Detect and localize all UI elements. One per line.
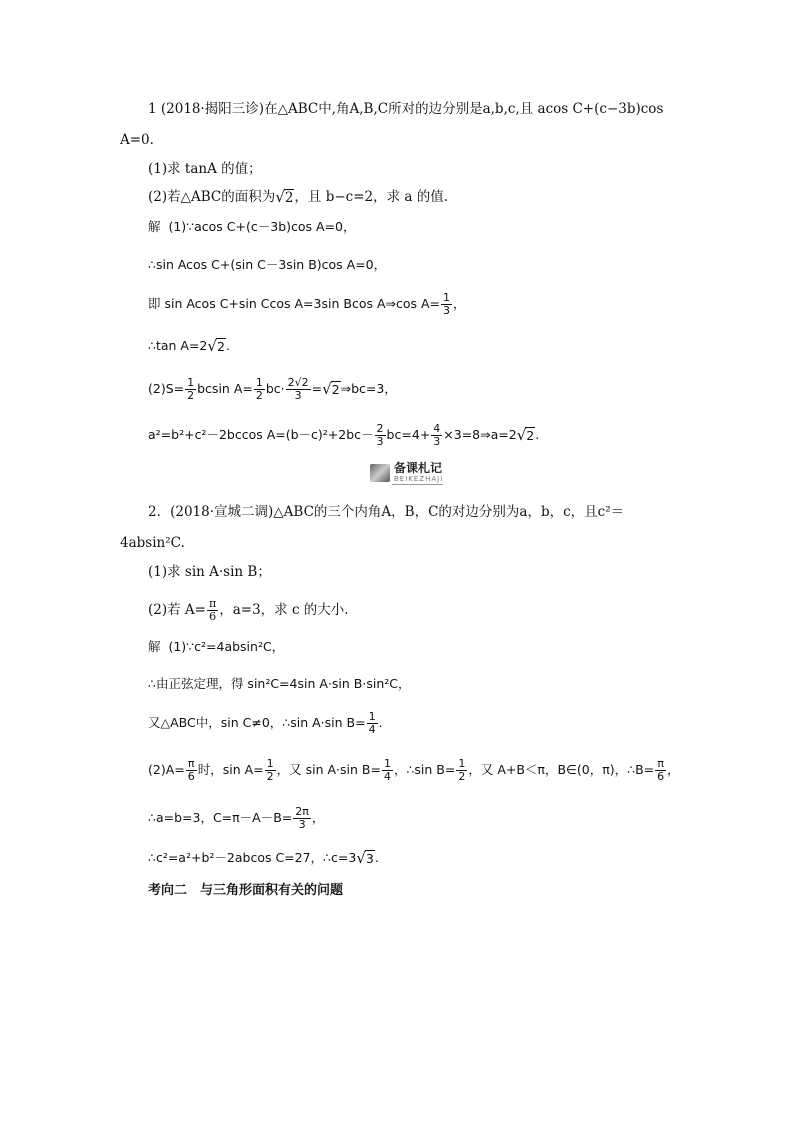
p1-sol-5: (2)S= $\frac{1}{2}$ bcsin A= $\frac{1}{2}$ bc· $\frac{2√2}{3}$ =√2⇒bc=3， — [148, 376, 397, 402]
p2-sol-6: ∴c²=a²+b²－2abcos C=27，∴c=3√3. — [148, 849, 379, 867]
p2-q1: (1)求 sin A·sin B； — [148, 564, 271, 580]
p1-sol-3: 即 sin Acos C+sin Ccos A=3sin Bcos A⇒cos A= $\frac{1}{3}$ ， — [148, 291, 466, 317]
notebook-icon — [370, 464, 390, 482]
frac-1-3: $\frac{1}{3}$ — [443, 291, 451, 317]
banner-title: 备课札记 — [394, 461, 443, 475]
p2-sol-5: ∴a=b=3，C=π－A－B= $\frac{2\pi}{3}$ ， — [148, 805, 325, 831]
p1-sol-6: a²=b²+c²－2bccos A=(b－c)²+2bc－ $\frac{2}{3}$ bc=4+ $\frac{4}{3}$ ×3=8⇒a=2√2. — [148, 422, 540, 448]
p1-stem: 1 (2018·揭阳三诊)在△ABC中,角A,B,C所对的边分别是a,b,c,且 acos C+(c−3b)cos — [148, 101, 664, 117]
banner-pinyin: BEIKEZHAJI — [394, 475, 444, 483]
beike-zhaji-banner — [370, 462, 443, 483]
p1-sol-4: ∴tan A=2√2. — [148, 337, 230, 355]
p2-q2: (2)若 A= $\frac{\pi}{6}$ ，a=3，求 c 的大小. — [148, 597, 349, 623]
p2-sol-1: 解 (1)∵c²=4absin²C， — [148, 639, 285, 654]
p2-stem: 2．(2018·宣城二调)△ABC的三个内角A，B，C的对边分别为a，b，c，且c²＝ — [148, 504, 625, 520]
p1-sol-2: ∴sin Acos C+(sin C－3sin B)cos A=0， — [148, 257, 387, 272]
section-heading: 考向二 与三角形面积有关的问题 — [148, 883, 344, 898]
p2-stem-end: 4absin²C. — [120, 535, 185, 551]
p2-sol-2: ∴由正弦定理，得 sin²C=4sin A·sin B·sin²C， — [148, 676, 411, 691]
p1-sol-1: 解 (1)∵acos C+(c－3b)cos A=0， — [148, 219, 356, 234]
p1-q1: (1)求 tanA 的值； — [148, 161, 262, 177]
p1-stem-end: A=0. — [120, 132, 154, 148]
p2-sol-3: 又△ABC中，sin C≠0，∴sin A·sin B= $\frac{1}{4}$ . — [148, 710, 383, 736]
p2-sol-4: (2)A= $\frac{\pi}{6}$ 时，sin A= $\frac{1}{2}$ ，又 sin A·sin B= $\frac{1}{4}$ ，∴sin B= $\frac{1}{2}$ ，又 A+B＜π，B∈(0，π)，∴B= $\frac{\pi}{6}$ ， — [148, 757, 680, 783]
p1-q2: (2)若△ABC的面积为√2，且 b−c=2，求 a 的值. — [148, 188, 449, 206]
sqrt-2: √2 — [275, 188, 294, 206]
